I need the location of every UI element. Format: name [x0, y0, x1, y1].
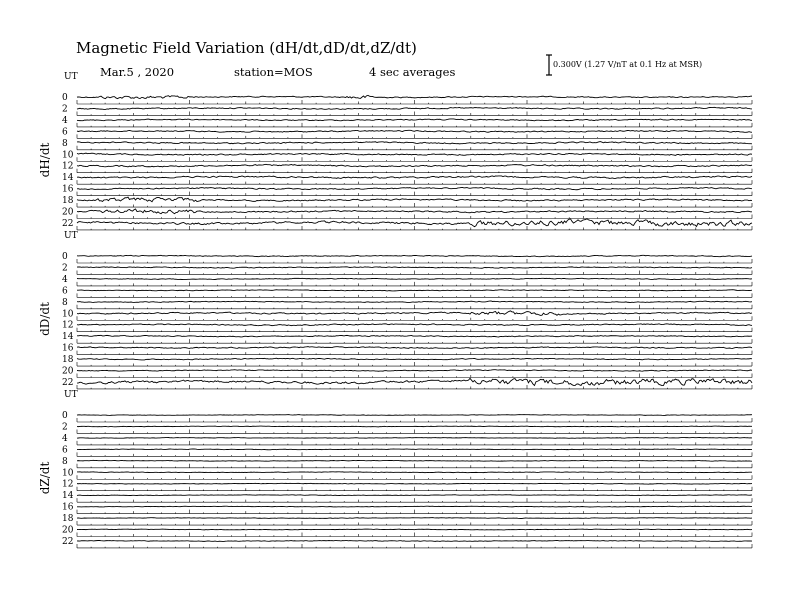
row-ticks [77, 475, 752, 479]
chart-title: Magnetic Field Variation (dH/dt,dD/dt,dZ/dt) [76, 39, 417, 57]
row-ticks [77, 362, 752, 366]
row-ticks [77, 203, 752, 207]
ut-tick-label: 18 [62, 196, 74, 207]
station-label: station=MOS [234, 65, 313, 79]
date-label: Mar.5 , 2020 [100, 65, 175, 79]
ut-tick-label: 22 [62, 377, 74, 388]
row-ticks [77, 374, 752, 378]
row-ticks [77, 111, 752, 115]
trace-line [77, 415, 752, 416]
row-ticks [77, 270, 752, 274]
row-ticks [77, 385, 752, 389]
trace-line [77, 495, 752, 496]
panel-dZ-dt [38, 390, 752, 548]
ut-tick-label: 20 [62, 366, 74, 377]
ut-axis-label: UT [64, 72, 78, 82]
trace-line [77, 437, 752, 438]
ut-tick-label: 22 [62, 218, 74, 229]
row-ticks [77, 544, 752, 548]
ut-tick-label: 0 [62, 252, 68, 262]
row-ticks [77, 215, 752, 219]
ut-tick-label: 12 [62, 320, 74, 331]
row-ticks [77, 464, 752, 468]
trace-line [77, 347, 752, 349]
row-ticks [77, 441, 752, 445]
ut-tick-label: 4 [62, 274, 68, 285]
trace-line [77, 107, 752, 109]
row-ticks [77, 452, 752, 456]
row-ticks [77, 226, 752, 230]
row-ticks [77, 282, 752, 286]
ut-tick-label: 16 [62, 343, 74, 354]
ut-tick-label: 12 [62, 161, 74, 172]
trace-line [77, 267, 752, 268]
trace-line [77, 255, 752, 256]
trace-line [77, 378, 752, 385]
row-ticks [77, 134, 752, 138]
ut-tick-label: 12 [62, 479, 74, 490]
ut-tick-label: 6 [62, 445, 68, 456]
row-ticks [77, 418, 752, 422]
trace-line [77, 370, 752, 372]
ut-tick-label: 18 [62, 514, 74, 525]
ut-tick-label: 14 [62, 491, 74, 502]
row-ticks [77, 100, 752, 104]
trace-line [77, 164, 752, 167]
ut-tick-label: 4 [62, 115, 68, 126]
ut-tick-label: 8 [62, 456, 68, 467]
ut-tick-label: 0 [62, 411, 68, 421]
trace-line [77, 153, 752, 155]
ut-tick-label: 16 [62, 502, 74, 513]
trace-line [77, 278, 752, 279]
ut-tick-label: 8 [62, 297, 68, 308]
row-ticks [77, 316, 752, 320]
trace-line [77, 449, 752, 450]
trace-line [77, 187, 752, 189]
trace-line [77, 301, 752, 303]
ut-tick-label: 8 [62, 138, 68, 149]
component-label: dD/dt [38, 302, 52, 336]
row-ticks [77, 259, 752, 263]
ut-tick-label: 14 [62, 173, 74, 184]
trace-line [77, 290, 752, 291]
component-label: dH/dt [38, 142, 52, 178]
row-ticks [77, 498, 752, 502]
row-ticks [77, 429, 752, 433]
row-ticks [77, 487, 752, 491]
row-ticks [77, 510, 752, 514]
trace-line [77, 176, 752, 179]
ut-tick-label: 2 [62, 263, 68, 274]
row-ticks [77, 180, 752, 184]
panel-dD-dt [38, 231, 752, 389]
row-ticks [77, 146, 752, 150]
ut-tick-label: 20 [62, 207, 74, 218]
ut-tick-label: 6 [62, 286, 68, 297]
trace-line [77, 335, 752, 337]
trace-line [77, 311, 752, 316]
scale-bar [546, 55, 552, 75]
component-label: dZ/dt [38, 461, 52, 495]
trace-line [77, 324, 752, 326]
trace-line [77, 518, 752, 519]
ut-tick-label: 16 [62, 184, 74, 195]
ut-axis-label: UT [64, 390, 78, 400]
row-ticks [77, 157, 752, 161]
trace-line [77, 506, 752, 507]
trace-line [77, 119, 752, 121]
scale-label: 0.300V (1.27 V/nT at 0.1 Hz at MSR) [553, 60, 703, 69]
trace-line [77, 529, 752, 530]
trace-line [77, 130, 752, 132]
row-ticks [77, 293, 752, 297]
row-ticks [77, 169, 752, 173]
ut-tick-label: 4 [62, 433, 68, 444]
row-ticks [77, 533, 752, 537]
row-ticks [77, 328, 752, 332]
ut-tick-label: 20 [62, 525, 74, 536]
trace-line [77, 483, 752, 484]
ut-tick-label: 10 [62, 468, 74, 479]
ut-tick-label: 0 [62, 93, 68, 103]
ut-tick-label: 2 [62, 104, 68, 115]
trace-line [77, 95, 752, 98]
row-ticks [77, 521, 752, 525]
trace-line [77, 358, 752, 360]
trace-line [77, 142, 752, 144]
row-ticks [77, 351, 752, 355]
panel-dH-dt [38, 72, 752, 230]
ut-tick-label: 14 [62, 332, 74, 343]
ut-tick-label: 22 [62, 536, 74, 547]
averaging-label: 4 sec averages [369, 65, 456, 79]
trace-line [77, 540, 752, 541]
trace-line [77, 197, 752, 202]
trace-line [77, 472, 752, 473]
row-ticks [77, 123, 752, 127]
trace-line [77, 426, 752, 427]
ut-tick-label: 10 [62, 150, 74, 161]
trace-line [77, 460, 752, 461]
ut-tick-label: 2 [62, 422, 68, 433]
row-ticks [77, 339, 752, 343]
trace-line [77, 219, 752, 227]
ut-tick-label: 10 [62, 309, 74, 320]
row-ticks [77, 192, 752, 196]
ut-axis-label: UT [64, 231, 78, 241]
ut-tick-label: 18 [62, 355, 74, 366]
trace-line [77, 209, 752, 214]
ut-tick-label: 6 [62, 127, 68, 138]
row-ticks [77, 305, 752, 309]
